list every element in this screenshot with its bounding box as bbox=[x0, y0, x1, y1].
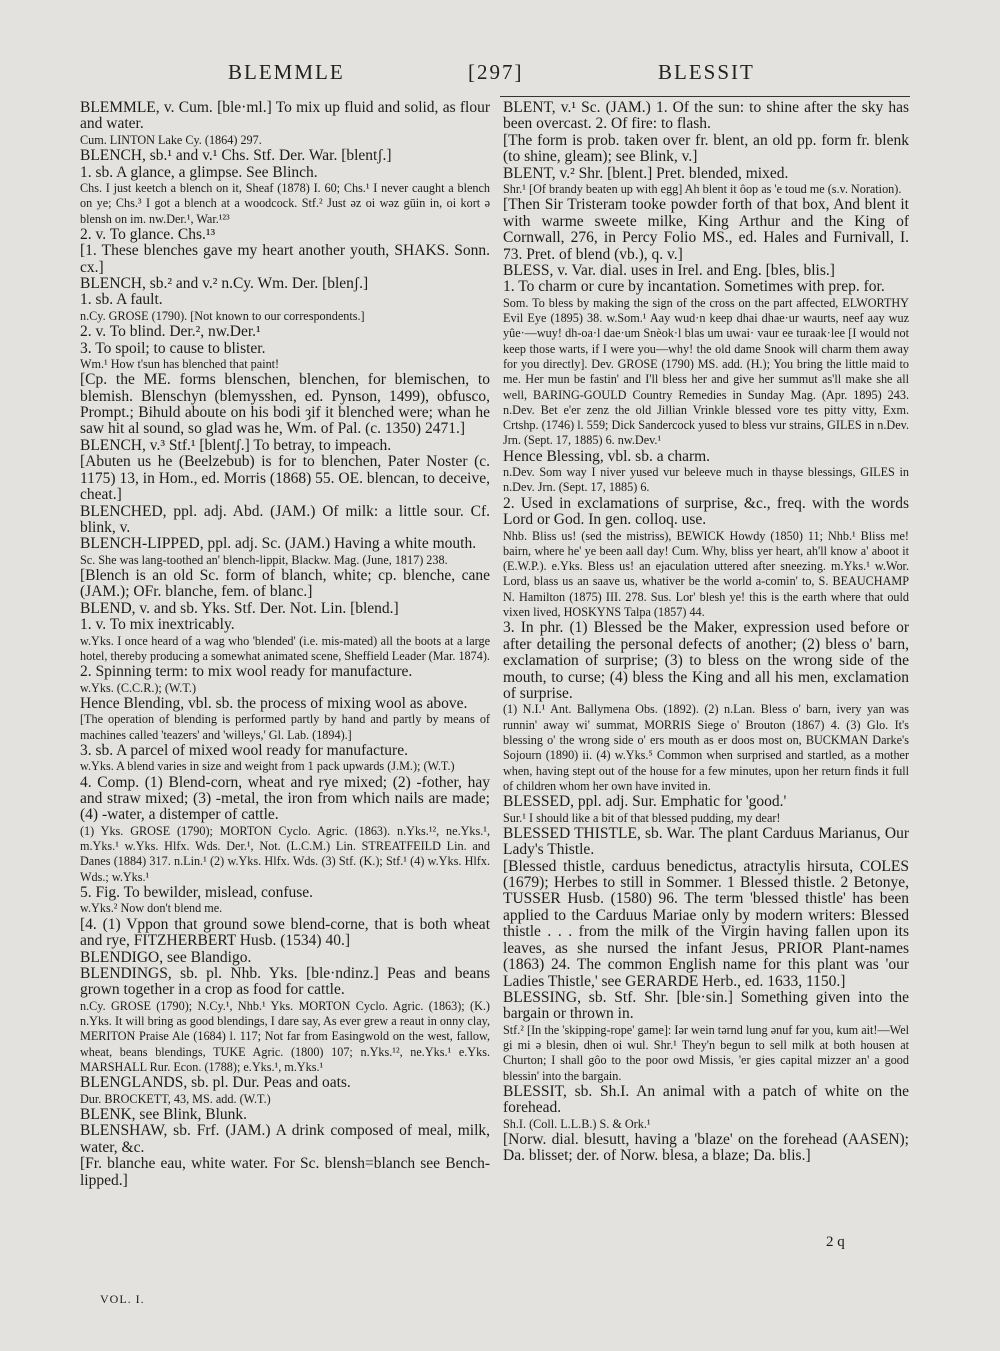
entry-paragraph: [Fr. blanche eau, white water. For Sc. blensh=blanch see Bench-lipped.] bbox=[80, 1155, 490, 1189]
entry-paragraph: BLENDINGS, sb. pl. Nhb. Yks. [ble·ndinz.] Peas and beans grown together in a crop as food for cattle. bbox=[80, 964, 490, 999]
entry-paragraph: BLEND, v. and sb. Yks. Stf. Der. Not. Lin. [blend.] bbox=[80, 599, 399, 617]
citation-paragraph: Dur. BROCKETT, 43, MS. add. (W.T.) bbox=[80, 1091, 271, 1106]
running-head-left: BLEMMLE bbox=[228, 60, 345, 84]
citation-paragraph: w.Yks.² Now don't blend me. bbox=[80, 901, 223, 916]
entry-paragraph: BLENT, v.² Shr. [blent.] Pret. blended, mixed. bbox=[503, 164, 789, 182]
entry-paragraph: 3. In phr. (1) Blessed be the Maker, expression used before or after detailing the personal defects of another; (2) bless o' barn, exclamation of surprise; (3) to bless on the wrong side of the mouth, to curse; (4) bless the King and all his men, exclamation of surprise. bbox=[503, 619, 909, 702]
entry-paragraph: 1. sb. A glance, a glimpse. See Blinch. bbox=[80, 163, 318, 181]
entry-paragraph: 3. sb. A parcel of mixed wool ready for manufacture. bbox=[80, 741, 408, 759]
entry-paragraph: 2. v. To glance. Chs.¹³ bbox=[80, 225, 216, 243]
entry-paragraph: [Abuten us he (Beelzebub) is for to blenchen, Pater Noster (c. 1175) 13, in Hom., ed. Morris (1868) 55. OE. blencan, to deceive, cheat.] bbox=[80, 453, 490, 504]
citation-paragraph: Som. To bless by making the sign of the cross on the part affected, ELWORTHY Evil Eye (1895) 38. w.Som.¹ Aay wud·n keep dhai dhae·ur waurts, neef aay wuz yûe·—wuy! dh-oa·l dae·um Snèok·l blas um uwai· vaur ee turaak·lee [I would not keep those warts, if I were you—why! the old dame Snook will charm them away for you directly]. Dev. GROSE (1790) MS. add. (H.); You bring the little maid to me. Her mun be fastin' and I'll bless her and give her summut as'll make she all well, BARING-GOULD Country Remedies in Sunday Mag. (Apr. 1895) 243. n.Dev. Bet e'er zenz the old Jillian Vrinkle blessed vore tes pitty vitty, Exm. Crtshp. (1746) l. 559; Dick Sandercock yused to bless vur strains, GILES in n.Dev. Jrn. (Sept. 17, 1885) 6. nw.Dev.¹ bbox=[503, 295, 909, 448]
citation-paragraph: (1) N.I.¹ Ant. Ballymena Obs. (1892). (2) n.Lan. Bless o' barn, ivery yan was runnin' away wi' summat, MORRIS Siege o' Brouton (1867) 4. (3) Glo. It's blessing o' the wrong side o' ers mouth as er doos most on, BUCKMAN Darke's Sojourn (1890) ii. (4) w.Yks.⁵ Common when surprised and startled, as a mother when, having stept out of the house for a few minutes, upon her return finds it full of children whom her own have invited in. bbox=[503, 702, 909, 793]
entry-paragraph: BLENCH-LIPPED, ppl. adj. Sc. (JAM.) Having a white mouth. bbox=[80, 535, 477, 553]
right-column bbox=[503, 100, 909, 1165]
citation-paragraph: Sc. She was lang-toothed an' blench-lippit, Blackw. Mag. (June, 1817) 238. bbox=[80, 552, 448, 567]
citation-paragraph: (1) Yks. GROSE (1790); MORTON Cyclo. Agric. (1863). n.Yks.¹², ne.Yks.¹, m.Yks.¹ w.Yks. Hlfx. Wds. Der.¹, Not. (L.C.M.) Lin. STREATFEILD Lin. and Danes (1884) 317. n.Lin.¹ (2) w.Yks. Hlfx. Wds. (3) Stf. (K.); Stf.¹ (4) w.Yks. Hlfx. Wds.; w.Yks.¹ bbox=[80, 823, 490, 884]
entry-paragraph: BLENCHED, ppl. adj. Abd. (JAM.) Of milk: a little sour. Cf. blink, v. bbox=[80, 502, 490, 536]
entry-paragraph: BLESSING, sb. Stf. Shr. [ble·sin.] Something given into the bargain or thrown in. bbox=[503, 988, 909, 1023]
citation-paragraph: Nhb. Bliss us! (sed the mistriss), BEWICK Howdy (1850) 11; Nhb.¹ Bliss me! bairn, where he' ye been aall day! Cum. Why, bliss yer heart, ah'll know a' aboot it (E.W.P.). e.Yks. Bless us! an ejaculation uttered after sneezing. m.Yks.¹ w.Wor. Lord, blass us an saave us, whativer be the world a-comin' to, S. BEAUCHAMP N. Hamilton (1875) III. 278. Sus. Lor' blesh ye! this is the earth where that ould vixen lived, HOSKYNS Talpa (1857) 44. bbox=[503, 528, 909, 620]
page-number: [297] bbox=[468, 60, 524, 84]
entry-paragraph: [Cp. the ME. forms blenschen, blenchen, for blemischen, to blemish. Blenschyn (blemysshen, ed. Pynson, 1499), obfusco, Prompt.; Bihuld aboute on his bodi ȝif it blenched were; whan he saw hit al sound, so glad was he, Wm. of Pal. (c. 1350) 2471.] bbox=[80, 371, 490, 438]
entry-paragraph: 3. To spoil; to cause to blister. bbox=[80, 339, 266, 357]
entry-paragraph: [Blessed thistle, carduus benedictus, atractylis hirsuta, COLES (1679); Herbes to still in Sommer. 1 Blessed thistle. 2 Betonye, TUSSER Husb. (1580) 96. The term 'blessed thistle' has been applied to the Carduus Mariae only by modern writers: Blessed thistle . . . from the milk of the Virgin having fallen upon its leaves, as she nursed the infant Jesus, PRIOR Plant-names (1863) 24. The common English name for this plant was 'our Ladies Thistle,' see GERARDE Herb., ed. 1633, 1150.] bbox=[503, 857, 909, 990]
entry-paragraph: BLENCH, sb.² and v.² n.Cy. Wm. Der. [blenʃ.] bbox=[80, 275, 369, 293]
entry-paragraph: 2. v. To blind. Der.², nw.Der.¹ bbox=[80, 323, 261, 341]
left-column bbox=[80, 100, 490, 1189]
entry-paragraph: BLESSED, ppl. adj. Sur. Emphatic for 'good.' bbox=[503, 793, 787, 811]
entry-paragraph: 2. Spinning term: to mix wool ready for manufacture. bbox=[80, 663, 413, 681]
entry-paragraph: 4. Comp. (1) Blend-corn, wheat and rye mixed; (2) -fother, hay and straw mixed; (3) -metal, the iron from which nails are made; (4) -water, a distemper of cattle. bbox=[80, 773, 490, 824]
citation-paragraph: w.Yks. A blend varies in size and weight from 1 pack upwards (J.M.); (W.T.) bbox=[80, 759, 455, 774]
citation-paragraph: n.Cy. GROSE (1790); N.Cy.¹, Nhb.¹ Yks. MORTON Cyclo. Agric. (1863); (K.) n.Yks. It will bring as good blendings, I dare say, As ever grew a reaut in onny clay, MERITON Praise Ale (1684) l. 117; Not far from Easingwold on the west, fallow, wheat, beans blendings, TUKE Agric. (1800) 107; n.Yks.¹², ne.Yks.¹ e.Yks. MARSHALL Rur. Econ. (1788); e.Yks.¹, m.Yks.¹ bbox=[80, 998, 490, 1074]
running-head-right: BLESSIT bbox=[658, 60, 755, 84]
entry-paragraph: [1. These blenches gave my heart another youth, SHAKS. Sonn. cx.] bbox=[80, 242, 490, 276]
entry-paragraph: BLESS, v. Var. dial. uses in Irel. and Eng. [bles, blis.] bbox=[503, 261, 835, 279]
citation-paragraph: Sh.I. (Coll. L.L.B.) S. & Ork.¹ bbox=[503, 1116, 651, 1131]
entry-paragraph: 2. Used in exclamations of surprise, &c., freq. with the words Lord or God. In gen. colloq. use. bbox=[503, 494, 909, 529]
entry-paragraph: BLENT, v.¹ Sc. (JAM.) 1. Of the sun: to shine after the sky has been overcast. 2. Of fire: to flash. bbox=[503, 99, 909, 133]
entry-paragraph: [Then Sir Tristeram tooke powder forth of that box, And blent it with warme sweete milke, King Arthur and the King of Cornwall, 276, in Percy Folio MS., ed. Hales and Furnivall, I. 73. Pret. of blend (vb.), q. v.] bbox=[503, 196, 909, 263]
entry-paragraph: Hence Blending, vbl. sb. the process of mixing wool as above. bbox=[80, 694, 468, 712]
entry-paragraph: BLENDIGO, see Blandigo. bbox=[80, 948, 252, 966]
citation-paragraph: Wm.¹ How t'sun has blenched that paint! bbox=[80, 356, 280, 371]
entry-paragraph: [The form is prob. taken over fr. blent, an old pp. form fr. blenk (to shine, gleam); see Blink, v.] bbox=[503, 131, 909, 166]
entry-paragraph: BLENGLANDS, sb. pl. Dur. Peas and oats. bbox=[80, 1074, 351, 1092]
entry-paragraph: 5. Fig. To bewilder, mislead, confuse. bbox=[80, 884, 314, 902]
entry-paragraph: 1. To charm or cure by incantation. Sometimes with prep. for. bbox=[503, 278, 885, 296]
citation-paragraph: w.Yks. I once heard of a wag who 'blended' (i.e. mis-mated) all the boots at a large hotel, thereby producing a somewhat animated scene, Sheffield Leader (Mar. 1874). bbox=[80, 633, 490, 663]
entry-paragraph: [Blench is an old Sc. form of blanch, white; cp. blenche, cane (JAM.); OFr. blanche, fem. of blanc.] bbox=[80, 567, 490, 601]
citation-paragraph: w.Yks. (C.C.R.); (W.T.) bbox=[80, 680, 196, 695]
entry-paragraph: BLENSHAW, sb. Frf. (JAM.) A drink composed of meal, milk, water, &c. bbox=[80, 1122, 490, 1156]
entry-paragraph: 1. v. To mix inextricably. bbox=[80, 616, 235, 634]
entry-paragraph: 1. sb. A fault. bbox=[80, 291, 163, 309]
entry-paragraph: BLENK, see Blink, Blunk. bbox=[80, 1105, 248, 1123]
entry-paragraph: [4. (1) Vppon that ground sowe blend-corne, that is both wheat and rye, FITZHERBERT Husb. (1534) 40.] bbox=[80, 915, 490, 950]
citation-paragraph: Stf.² [In the 'skipping-rope' game]: Iər wein tərnd lung ənuf fər you, kum ait!—Wel gi mi ə blesin, dhen oi wul. Shr.¹ They'n begun to sell milk at both housen at Churton; I shall gôo to the poor owd Missis, 'er gies capital mizzer an' a good blessin' into the bargain. bbox=[503, 1022, 909, 1083]
header-rule bbox=[500, 96, 910, 97]
citation-paragraph: n.Dev. Som way I niver yused vur beleeve much in thayse blessings, GILES in n.Dev. Jrn. (Sept. 17, 1885) 6. bbox=[503, 465, 909, 495]
sheet-signature: 2 q bbox=[826, 1234, 845, 1250]
entry-paragraph: BLEMMLE, v. Cum. [ble·ml.] To mix up fluid and solid, as flour and water. bbox=[80, 99, 490, 133]
entry-paragraph: Hence Blessing, vbl. sb. a charm. bbox=[503, 447, 711, 465]
citation-paragraph: Sur.¹ I should like a bit of that blessed pudding, my dear! bbox=[503, 810, 781, 825]
citation-paragraph: n.Cy. GROSE (1790). [Not known to our correspondents.] bbox=[80, 308, 365, 323]
entry-paragraph: [Norw. dial. blesutt, having a 'blaze' on the forehead (AASEN); Da. blisset; der. of Norw. blesa, a blaze; Da. blis.] bbox=[503, 1131, 909, 1165]
citation-paragraph: Cum. LINTON Lake Cy. (1864) 297. bbox=[80, 132, 262, 147]
citation-paragraph: [The operation of blending is performed partly by hand and partly by means of machines called 'teazers' and 'willeys,' Gl. Lab. (1894).] bbox=[80, 712, 490, 742]
citation-paragraph: Shr.¹ [Of brandy beaten up with egg] Ah blent it ôop as 'e toud me (s.v. Noration). bbox=[503, 182, 902, 197]
entry-paragraph: BLESSIT, sb. Sh.I. An animal with a patch of white on the forehead. bbox=[503, 1082, 909, 1117]
entry-paragraph: BLENCH, v.³ Stf.¹ [blentʃ.] To betray, to impeach. bbox=[80, 436, 392, 454]
volume-signature: VOL. I. bbox=[100, 1292, 145, 1306]
entry-paragraph: BLESSED THISTLE, sb. War. The plant Carduus Marianus, Our Lady's Thistle. bbox=[503, 824, 909, 859]
entry-paragraph: BLENCH, sb.¹ and v.¹ Chs. Stf. Der. War. [blentʃ.] bbox=[80, 147, 392, 165]
citation-paragraph: Chs. I just keetch a blench on it, Sheaf (1878) I. 60; Chs.¹ I never caught a blench on ye; Chs.³ I got a blench at a woodcock. Stf.² Just əz oi wəz gūin in, oi kort ə blensh on im. nw.Der.¹, War.¹²³ bbox=[80, 180, 490, 226]
